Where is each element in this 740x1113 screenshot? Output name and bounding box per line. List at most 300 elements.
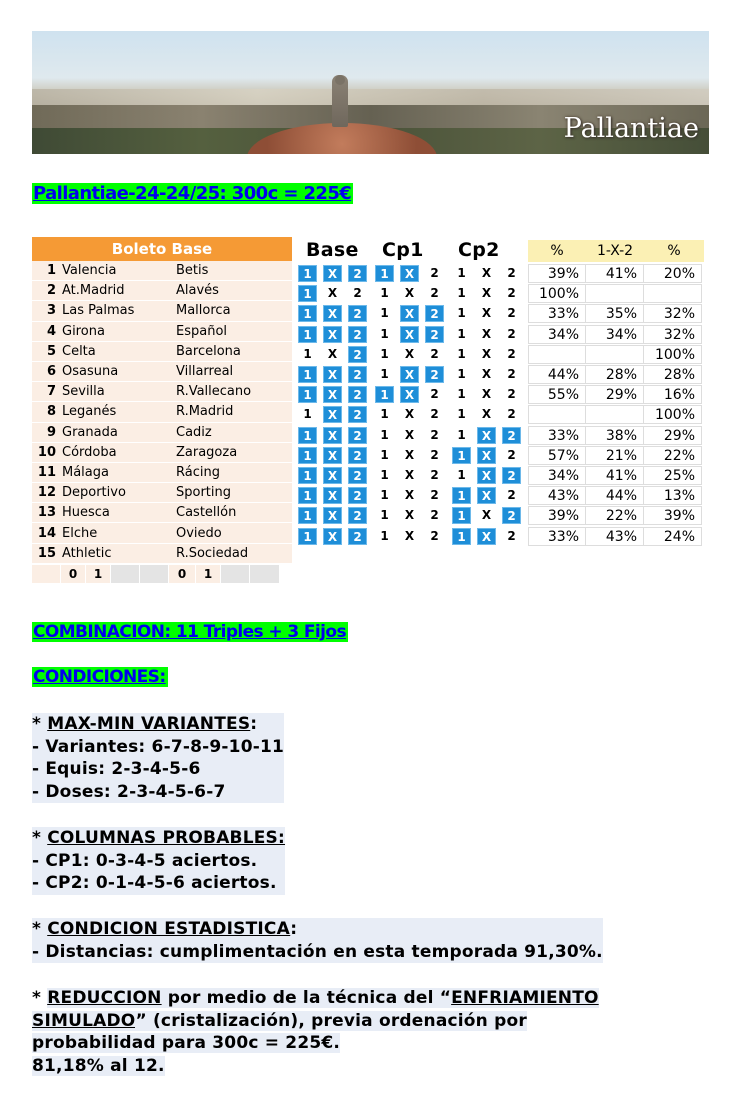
reduccion-line-3	[32, 1032, 599, 1055]
base-pick-2[interactable]: 2	[348, 427, 367, 444]
match-number: 13	[37, 505, 56, 521]
cp1-pick-row	[375, 486, 444, 505]
base-pick-2[interactable]: 2	[348, 366, 367, 383]
away-team: Rácing	[176, 464, 220, 480]
percent-cell: 22%	[586, 506, 644, 525]
percent-cell: 100%	[644, 405, 702, 424]
reduccion-text-4: 81,18% al 12.	[32, 1055, 165, 1076]
percent-row	[528, 304, 705, 324]
percent-cell: 38%	[586, 426, 644, 445]
percent-cell: 34%	[586, 325, 644, 344]
match-number: 11	[37, 464, 56, 480]
cp2-pick-2[interactable]: 2	[507, 326, 516, 341]
base-pick-row	[298, 506, 367, 525]
base-pick-x[interactable]: X	[323, 305, 342, 322]
base-pick-2[interactable]: 2	[348, 507, 367, 524]
cp1-pick-x[interactable]: X	[400, 305, 419, 322]
base-pick-1[interactable]: 1	[298, 305, 317, 322]
base-pick-2[interactable]: 2	[348, 326, 367, 343]
cp2-pick-x[interactable]: X	[481, 387, 492, 402]
cp1-pick-2[interactable]: 2	[430, 488, 439, 503]
cp1-pick-x[interactable]: X	[400, 386, 419, 403]
percent-cell: 25%	[644, 466, 702, 485]
reduccion-heading-2b: SIMULADO	[32, 1010, 136, 1031]
base-pick-1[interactable]: 1	[303, 407, 312, 422]
home-team: Leganés	[62, 404, 117, 420]
base-pick-x[interactable]: X	[323, 507, 342, 524]
percent-cell	[586, 405, 644, 424]
base-pick-2[interactable]: 2	[348, 528, 367, 545]
base-pick-2[interactable]: 2	[348, 406, 367, 423]
match-row	[32, 322, 292, 342]
percent-cell: 39%	[528, 506, 586, 525]
cp2-pick-row	[452, 365, 521, 384]
base-pick-1[interactable]: 1	[298, 285, 317, 302]
cp1-pick-row	[375, 446, 444, 465]
cp1-pick-2[interactable]: 2	[430, 468, 439, 482]
columnas-line: - CP2: 0-1-4-5-6 aciertos.	[32, 872, 285, 895]
cp2-pick-2[interactable]: 2	[502, 467, 521, 484]
match-row	[32, 483, 292, 503]
base-pick-1[interactable]: 1	[298, 487, 317, 504]
cp1-pick-1[interactable]: 1	[380, 346, 389, 361]
percent-header-1: %	[550, 243, 564, 259]
cp2-pick-1[interactable]: 1	[457, 427, 466, 442]
pleno-away-2[interactable]	[221, 565, 249, 583]
percent-cell: 39%	[528, 264, 586, 283]
pleno-spacer	[32, 565, 60, 583]
pleno-home-1[interactable]: 1	[86, 565, 110, 583]
cp2-pick-1[interactable]: 1	[457, 346, 466, 361]
cp1-pick-x[interactable]: X	[400, 366, 419, 383]
cp2-pick-1[interactable]: 1	[452, 528, 471, 545]
cp2-pick-1[interactable]: 1	[452, 447, 471, 464]
base-pick-row	[298, 466, 367, 485]
base-pick-2[interactable]: 2	[348, 447, 367, 464]
home-team: Sevilla	[62, 384, 105, 400]
cp1-pick-x[interactable]: X	[400, 265, 419, 282]
cp2-pick-row	[452, 486, 521, 505]
condiciones-heading: CONDICIONES:	[33, 667, 166, 687]
base-pick-2[interactable]: 2	[348, 346, 367, 363]
percent-cell: 16%	[644, 385, 702, 404]
cp2-pick-row	[452, 264, 521, 283]
base-pick-x[interactable]: X	[323, 366, 342, 383]
base-pick-x[interactable]: X	[323, 406, 342, 423]
home-team: At.Madrid	[62, 283, 125, 299]
pleno-home-m[interactable]	[140, 565, 168, 583]
base-pick-2[interactable]: 2	[353, 286, 362, 301]
percent-cell: 21%	[586, 446, 644, 465]
base-pick-x[interactable]: X	[323, 467, 342, 484]
percent-cell	[586, 284, 644, 303]
reduccion-text-2: ” (cristalización), previa ordenación por	[135, 1010, 527, 1031]
percent-cell	[586, 345, 644, 364]
reduccion-text-1: por medio de la técnica del “	[161, 988, 452, 1008]
cp2-pick-row	[452, 426, 521, 445]
maxmin-line: - Doses: 2-3-4-5-6-7	[32, 781, 284, 804]
base-pick-x[interactable]: X	[323, 528, 342, 545]
match-row	[32, 423, 292, 443]
away-team: Alavés	[176, 283, 219, 299]
away-team: Cadiz	[176, 424, 212, 440]
base-pick-row	[298, 284, 367, 303]
match-row	[32, 342, 292, 362]
cp1-pick-1[interactable]: 1	[380, 306, 389, 321]
match-number: 2	[46, 283, 56, 299]
cp2-pick-1[interactable]: 1	[457, 407, 466, 422]
cp1-pick-1[interactable]: 1	[380, 468, 389, 482]
cp1-pick-2[interactable]: 2	[425, 305, 444, 322]
maxmin-heading: MAX-MIN VARIANTES	[47, 714, 251, 734]
cp1-pick-row	[375, 466, 444, 485]
match-row	[32, 261, 292, 281]
cp1-pick-1[interactable]: 1	[380, 447, 389, 462]
cp2-pick-1[interactable]: 1	[457, 306, 466, 321]
percent-cell: 32%	[644, 304, 702, 323]
percent-cell: 55%	[528, 385, 586, 404]
cp1-pick-x[interactable]: X	[404, 346, 415, 361]
reduccion-heading-2a: ENFRIAMIENTO	[451, 988, 599, 1008]
base-pick-row	[298, 264, 367, 283]
percent-cell: 39%	[644, 506, 702, 525]
percent-header	[528, 240, 704, 262]
pleno-away-m[interactable]	[250, 565, 279, 583]
columnas-heading-line: * COLUMNAS PROBABLES:	[32, 828, 286, 848]
cp1-pick-1[interactable]: 1	[375, 265, 394, 282]
cp2-pick-2[interactable]: 2	[507, 266, 516, 280]
cp2-pick-x[interactable]: X	[481, 326, 492, 341]
cp2-pick-x[interactable]: X	[477, 487, 496, 504]
match-row	[32, 503, 292, 523]
cp2-pick-x[interactable]: X	[481, 367, 492, 381]
cp1-pick-x[interactable]: X	[404, 427, 415, 442]
cp2-pick-x[interactable]: X	[481, 346, 492, 361]
cp2-pick-x[interactable]: X	[477, 447, 496, 464]
cp2-pick-row	[452, 506, 521, 525]
base-pick-row	[298, 325, 367, 344]
cp2-pick-x[interactable]: X	[481, 306, 492, 321]
percent-row	[528, 466, 705, 486]
percent-cell: 29%	[644, 426, 702, 445]
cp2-pick-x[interactable]: X	[481, 266, 492, 280]
percent-cell: 29%	[586, 385, 644, 404]
cp1-pick-2[interactable]: 2	[430, 407, 439, 422]
cp1-pick-1[interactable]: 1	[375, 386, 394, 403]
percent-cell: 57%	[528, 446, 586, 465]
base-pick-x[interactable]: X	[327, 286, 338, 301]
percent-row	[528, 506, 705, 526]
maxmin-heading-line: * MAX-MIN VARIANTES:	[32, 713, 284, 736]
base-pick-1[interactable]: 1	[298, 427, 317, 444]
maxmin-line: - Variantes: 6-7-8-9-10-11	[32, 736, 285, 757]
cp1-pick-row	[375, 527, 444, 546]
match-row	[32, 362, 292, 382]
reduccion-text-3: probabilidad para 300c = 225€.	[32, 1033, 341, 1054]
base-pick-1[interactable]: 1	[298, 467, 317, 484]
percent-cell: 35%	[586, 304, 644, 323]
percent-row	[528, 527, 705, 547]
cp2-pick-1[interactable]: 1	[457, 266, 466, 280]
away-team: R.Vallecano	[176, 384, 252, 400]
boleto-header: Boleto Base	[32, 237, 292, 261]
match-row	[32, 281, 292, 301]
column-header-cp2: Cp2	[458, 239, 500, 261]
percent-row	[528, 284, 705, 304]
cp1-pick-row	[375, 385, 444, 404]
percent-cell: 43%	[586, 527, 644, 546]
match-row	[32, 523, 292, 543]
match-number: 3	[46, 303, 56, 319]
percent-cell: 33%	[528, 426, 586, 445]
percent-cell: 34%	[528, 325, 586, 344]
match-number: 5	[46, 343, 56, 359]
match-number: 8	[46, 404, 56, 420]
percent-cell: 43%	[528, 486, 586, 505]
cp1-pick-x[interactable]: X	[400, 326, 419, 343]
cp1-pick-1[interactable]: 1	[380, 528, 389, 543]
base-pick-2[interactable]: 2	[348, 305, 367, 322]
cp1-pick-1[interactable]: 1	[380, 407, 389, 422]
base-pick-x[interactable]: X	[327, 346, 338, 361]
percent-cell: 100%	[528, 284, 586, 303]
cp1-pick-2[interactable]: 2	[430, 266, 439, 280]
percent-cell: 41%	[586, 264, 644, 283]
percent-row	[528, 385, 705, 405]
pleno-row	[32, 564, 292, 584]
cp2-pick-row	[452, 405, 521, 424]
cp2-pick-2[interactable]: 2	[507, 367, 516, 381]
cp2-pick-2[interactable]: 2	[507, 306, 516, 321]
percent-row	[528, 426, 705, 446]
cp1-pick-2[interactable]: 2	[430, 508, 439, 523]
cp1-pick-1[interactable]: 1	[380, 508, 389, 523]
percent-cell: 28%	[644, 365, 702, 384]
cp2-pick-row	[452, 345, 521, 364]
percent-cell	[644, 284, 702, 303]
base-pick-1[interactable]: 1	[298, 447, 317, 464]
cp2-pick-1[interactable]: 1	[457, 367, 466, 381]
column-header-base: Base	[306, 239, 359, 261]
cp2-pick-2[interactable]: 2	[507, 407, 516, 422]
match-row	[32, 382, 292, 402]
percent-cell: 20%	[644, 264, 702, 283]
cp2-pick-2[interactable]: 2	[507, 286, 516, 301]
cp1-pick-2[interactable]: 2	[430, 286, 439, 301]
home-team: Deportivo	[62, 485, 126, 501]
away-team: Mallorca	[176, 303, 231, 319]
base-pick-2[interactable]: 2	[348, 467, 367, 484]
cp2-pick-x[interactable]: X	[481, 286, 492, 301]
cp2-pick-row	[452, 527, 521, 546]
base-pick-row	[298, 385, 367, 404]
cp1-pick-x[interactable]: X	[404, 407, 415, 422]
cp2-pick-row	[452, 466, 521, 485]
home-team: Huesca	[62, 505, 110, 521]
away-team: Sporting	[176, 485, 232, 501]
base-pick-x[interactable]: X	[323, 447, 342, 464]
percent-row	[528, 345, 705, 365]
match-number: 10	[37, 444, 56, 460]
base-pick-1[interactable]: 1	[298, 528, 317, 545]
reduccion-line-4	[32, 1055, 599, 1078]
reduccion-line-1: * REDUCCION por medio de la técnica del “ENFRIAMIENTO	[32, 988, 599, 1008]
cp1-pick-1[interactable]: 1	[380, 488, 389, 503]
base-pick-x[interactable]: X	[323, 265, 342, 282]
cp2-pick-x[interactable]: X	[481, 407, 492, 422]
cp1-pick-2[interactable]: 2	[430, 346, 439, 361]
cp2-pick-x[interactable]: X	[481, 508, 492, 523]
cp2-pick-1[interactable]: 1	[457, 387, 466, 402]
cp2-pick-2[interactable]: 2	[507, 346, 516, 361]
pleno-home-2[interactable]	[111, 565, 139, 583]
match-number: 6	[46, 364, 56, 380]
percent-header-2: %	[667, 243, 681, 259]
cp1-pick-1[interactable]: 1	[380, 286, 389, 301]
cp1-pick-x[interactable]: X	[404, 286, 415, 301]
cp1-pick-1[interactable]: 1	[380, 326, 389, 341]
base-pick-x[interactable]: X	[323, 326, 342, 343]
reduccion-heading: REDUCCION	[47, 988, 162, 1008]
cp1-pick-row	[375, 264, 444, 283]
cp1-pick-x[interactable]: X	[404, 528, 415, 543]
percent-cell: 100%	[644, 345, 702, 364]
home-team: Granada	[62, 424, 118, 440]
cp2-pick-1[interactable]: 1	[457, 468, 466, 482]
cp1-pick-row	[375, 365, 444, 384]
away-team: Barcelona	[176, 343, 241, 359]
pleno-away-1[interactable]: 1	[196, 565, 220, 583]
reduccion-block	[32, 987, 599, 1077]
percent-cell	[528, 345, 586, 364]
percent-row	[528, 325, 705, 345]
cp2-pick-x[interactable]: X	[477, 467, 496, 484]
base-pick-row	[298, 426, 367, 445]
base-pick-row	[298, 345, 367, 364]
pleno-home-0[interactable]: 0	[61, 565, 85, 583]
match-number: 15	[37, 545, 56, 561]
reduccion-line-2	[32, 1010, 599, 1033]
combinacion-heading: COMBINACION: 11 Triples + 3 Fijos	[33, 622, 346, 642]
percent-cell: 24%	[644, 527, 702, 546]
base-pick-row	[298, 446, 367, 465]
base-pick-1[interactable]: 1	[298, 366, 317, 383]
cp2-pick-row	[452, 304, 521, 323]
home-team: Las Palmas	[62, 303, 135, 319]
cp1-pick-2[interactable]: 2	[425, 366, 444, 383]
cp1-pick-2[interactable]: 2	[430, 427, 439, 442]
away-team: Castellón	[176, 505, 237, 521]
cp2-pick-x[interactable]: X	[477, 528, 496, 545]
cp2-pick-1[interactable]: 1	[457, 326, 466, 341]
cp1-pick-1[interactable]: 1	[380, 367, 389, 381]
match-number: 9	[46, 424, 56, 440]
match-row	[32, 301, 292, 321]
match-row	[32, 463, 292, 483]
column-header-cp1: Cp1	[382, 239, 424, 261]
cp2-pick-1[interactable]: 1	[452, 487, 471, 504]
percent-row	[528, 264, 705, 284]
boleto-rows	[32, 261, 292, 564]
cp2-pick-row	[452, 446, 521, 465]
match-number: 12	[37, 485, 56, 501]
base-pick-1[interactable]: 1	[298, 386, 317, 403]
cp1-pick-2[interactable]: 2	[430, 387, 439, 402]
away-team: R.Madrid	[176, 404, 234, 420]
match-row	[32, 544, 292, 564]
home-team: Córdoba	[62, 444, 117, 460]
cp1-pick-x[interactable]: X	[404, 468, 415, 482]
base-pick-1[interactable]: 1	[298, 507, 317, 524]
percent-cell: 32%	[644, 325, 702, 344]
cp1-pick-x[interactable]: X	[404, 447, 415, 462]
cp2-pick-2[interactable]: 2	[502, 427, 521, 444]
cp2-pick-1[interactable]: 1	[457, 286, 466, 301]
cp2-pick-2[interactable]: 2	[507, 387, 516, 402]
percent-cell: 44%	[528, 365, 586, 384]
cp1-pick-2[interactable]: 2	[430, 447, 439, 462]
cp1-pick-row	[375, 284, 444, 303]
percent-header-x: 1-X-2	[596, 243, 634, 259]
cp1-pick-x[interactable]: X	[404, 488, 415, 503]
base-pick-1[interactable]: 1	[298, 265, 317, 282]
banner-statue-head	[335, 75, 345, 85]
base-pick-x[interactable]: X	[323, 386, 342, 403]
percent-cell: 33%	[528, 304, 586, 323]
estadistica-heading-line: * CONDICION ESTADISTICA:	[32, 918, 603, 941]
cp2-pick-2[interactable]: 2	[502, 507, 521, 524]
base-pick-2[interactable]: 2	[348, 487, 367, 504]
base-pick-x[interactable]: X	[323, 487, 342, 504]
cp2-pick-row	[452, 325, 521, 344]
base-pick-2[interactable]: 2	[348, 386, 367, 403]
base-pick-1[interactable]: 1	[298, 326, 317, 343]
base-pick-row	[298, 527, 367, 546]
estadistica-block	[32, 918, 603, 963]
home-team: Girona	[62, 323, 105, 339]
percent-cell: 22%	[644, 446, 702, 465]
match-number: 7	[46, 384, 56, 400]
banner-brand-text: Pallantiae	[563, 113, 699, 144]
match-number: 1	[46, 263, 56, 279]
cp2-pick-row	[452, 385, 521, 404]
base-pick-row	[298, 486, 367, 505]
match-row	[32, 402, 292, 422]
cp2-pick-2[interactable]: 2	[507, 447, 516, 462]
base-pick-x[interactable]: X	[323, 427, 342, 444]
away-team: Oviedo	[176, 525, 222, 541]
cp1-pick-2[interactable]: 2	[425, 326, 444, 343]
cp2-pick-2[interactable]: 2	[507, 488, 516, 503]
estadistica-line: - Distancias: cumplimentación en esta temporada 91,30%.	[32, 941, 603, 962]
base-pick-2[interactable]: 2	[348, 265, 367, 282]
boleto-base-table	[32, 237, 292, 584]
percent-cell: 28%	[586, 365, 644, 384]
columnas-heading: COLUMNAS PROBABLES:	[47, 828, 286, 848]
cp2-pick-2[interactable]: 2	[507, 528, 516, 543]
base-pick-1[interactable]: 1	[303, 346, 312, 361]
cp2-pick-1[interactable]: 1	[452, 507, 471, 524]
cp1-pick-2[interactable]: 2	[430, 528, 439, 543]
cp2-pick-x[interactable]: X	[477, 427, 496, 444]
cp1-pick-x[interactable]: X	[404, 508, 415, 523]
percent-cell: 13%	[644, 486, 702, 505]
cp1-pick-1[interactable]: 1	[380, 427, 389, 442]
maxmin-line: - Equis: 2-3-4-5-6	[32, 758, 284, 781]
away-team: Betis	[176, 263, 209, 279]
pleno-away-0[interactable]: 0	[169, 565, 195, 583]
estadistica-heading: CONDICION ESTADISTICA	[47, 919, 291, 939]
